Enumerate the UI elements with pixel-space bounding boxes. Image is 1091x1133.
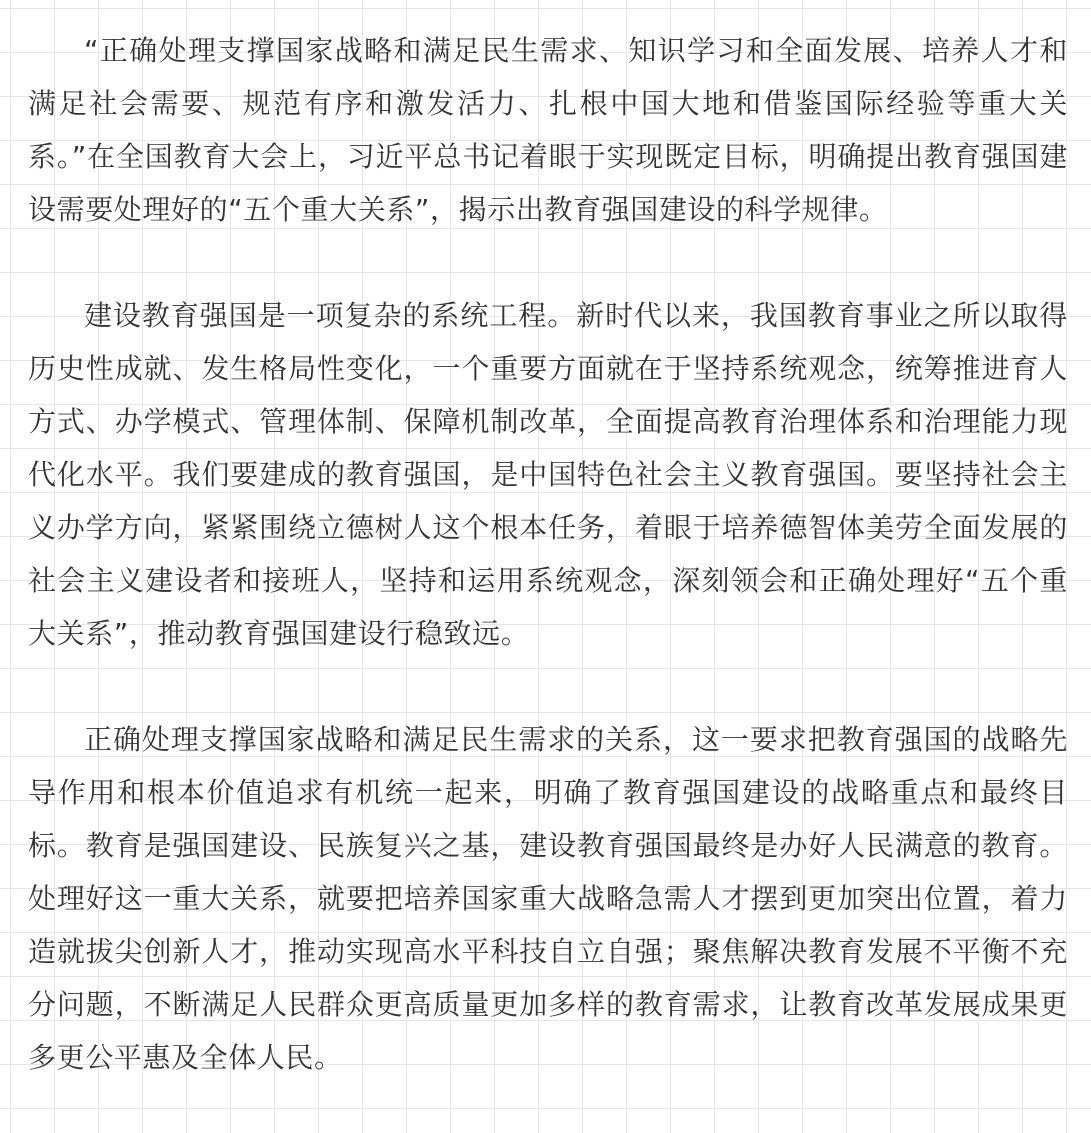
paragraph-2: 建设教育强国是一项复杂的系统工程。新时代以来，我国教育事业之所以取得历史性成就、发生格局性变化，一个重要方面就在于坚持系统观念，统筹推进育人方式、办学模式、管理体制、保障机制改革，全面提高教育治理体系和治理能力现代化水平。我们要建成的教育强国，是中国特色社会主义教育强国。要坚持社会主义办学方向，紧紧围绕立德树人这个根本任务，着眼于培养德智体美劳全面发展的社会主义建设者和接班人，坚持和运用系统观念，深刻领会和正确处理好“五个重大关系”，推动教育强国建设行稳致远。 — [28, 299, 1068, 650]
paragraph-1: “正确处理支撑国家战略和满足民生需求、知识学习和全面发展、培养人才和满足社会需要、规范有序和激发活力、扎根中国大地和借鉴国际经验等重大关系。”在全国教育大会上，习近平总书记着眼于实现既定目标，明确提出教育强国建设需要处理好的“五个重大关系”，揭示出教育强国建设的科学规律。 — [28, 34, 1068, 226]
paragraph-3: 正确处理支撑国家战略和满足民生需求的关系，这一要求把教育强国的战略先导作用和根本价值追求有机统一起来，明确了教育强国建设的战略重点和最终目标。教育是强国建设、民族复兴之基，建设教育强国最终是办好人民满意的教育。处理好这一重大关系，就要把培养国家重大战略急需人才摆到更加突出位置，着力造就拔尖创新人才，推动实现高水平科技自立自强；聚焦解决教育发展不平衡不充分问题，不断满足人民群众更高质量更加多样的教育需求，让教育改革发展成果更多更公平惠及全体人民。 — [28, 723, 1068, 1074]
article-body — [28, 24, 1068, 1084]
